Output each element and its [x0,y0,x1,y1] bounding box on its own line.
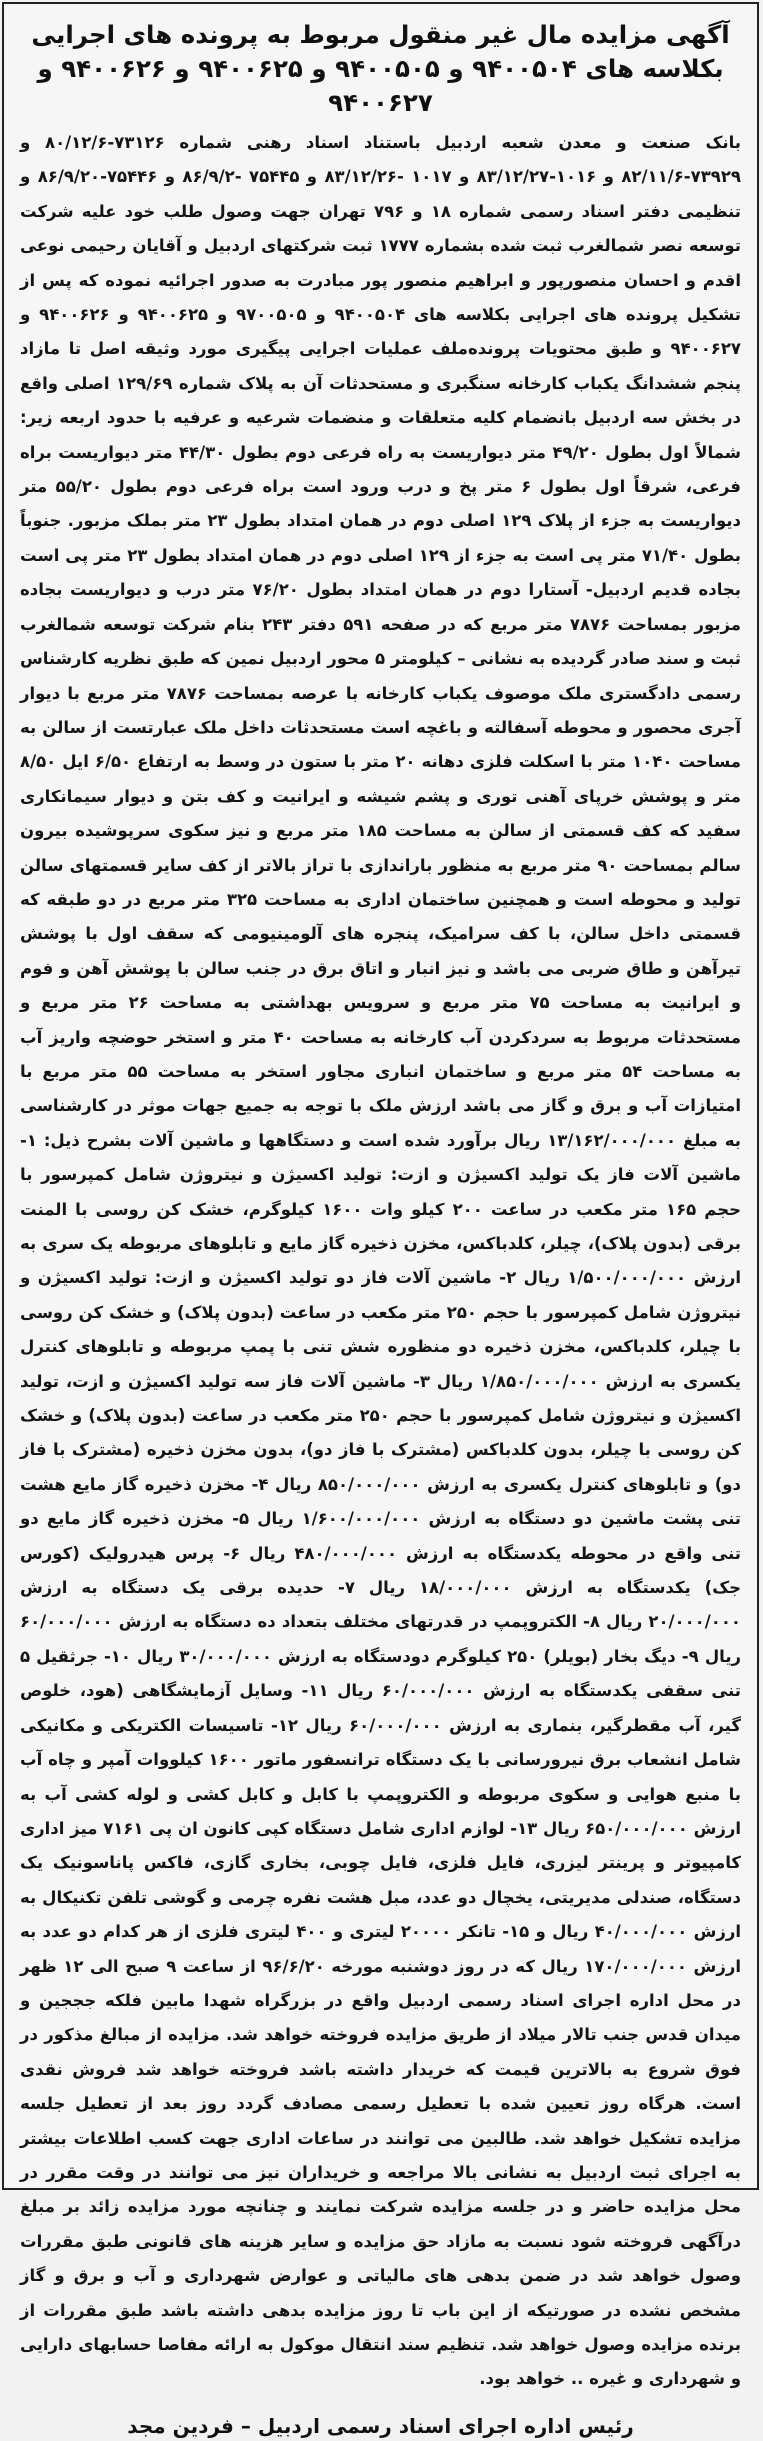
notice-page [2,2,759,2438]
notice-signature: رئیس اداره اجرای اسناد رسمی اردبیل – فردین مجد [127,2413,634,2438]
notice-body: بانک صنعت و معدن شعبه اردبیل باستناد اسناد رهنی شماره ۷۳۱۲۶-۸۰/۱۲/۶ و ۷۳۹۲۹-۸۲/۱۱/۶ و ۱۰۱۶-۸۳/۱۲/۲۷ و ۱۰۱۷ -۸۳/۱۲/۲۶ و ۷۵۴۴۵ -۸۶/۹/۲ و ۷۵۴۴۶-۸۶/۹/۲۰ و تنظیمی دفتر اسناد رسمی شماره ۱۸ و ۷۹۶ تهران جهت وصول طلب خود علیه شرکت توسعه نصر شمالغرب ثبت شده بشماره ۱۷۷۷ ثبت شرکتهای اردبیل و آقایان رحیمی نوعی اقدم و احسان منصورپور و ابراهیم منصور پور مبادرت به صدور اجرائیه نموده که پس از تشکیل پرونده های اجرایی بکلاسه های ۹۴۰۰۵۰۴ و ۹۷۰۰۵۰۵ و ۹۴۰۰۶۲۵ و ۹۴۰۰۶۲۶ و ۹۴۰۰۶۲۷ و طبق محتویات پرونده‌ملف عملیات اجرایی پیگیری مورد وثیقه اصل تا مازاد پنجم ششدانگ یکباب کارخانه سنگبری و مستحدثات آن به پلاک شماره ۱۲۹/۶۹ اصلی واقع در بخش سه اردبیل بانضمام کلیه متعلقات و منضمات شرعیه و عرفیه با حدود اربعه زیر: شمالاً اول بطول ۴۹/۲۰ متر دیواریست به راه فرعی دوم بطول ۴۴/۳۰ متر دیواریست براه فرعی، شرقاً اول بطول ۶ متر پخ و درب ورود است براه فرعی دوم بطول ۵۵/۲۰ متر دیواریست به جزء از پلاک ۱۲۹ اصلی دوم در همان امتداد بطول ۲۳ متر بملک مزبور. جنوباً بطول ۷۱/۴۰ متر پی است به جزء از ۱۲۹ اصلی دوم در همان امتداد بطول ۲۳ متر پی است بجاده قدیم اردبیل- آستارا دوم در همان امتداد بطول ۷۶/۲۰ متر درب و دیواریست بجاده مزبور بمساحت ۷۸۷۶ متر مربع که در صفحه ۵۹۱ دفتر ۲۴۳ بنام شرکت توسعه شمالغرب ثبت و سند صادر گردیده به نشانی – کیلومتر ۵ محور اردبیل نمین که طبق نظریه کارشناس رسمی دادگستری ملک موصوف یکباب کارخانه با عرصه بمساحت ۷۸۷۶ متر مربع با دیوار آجری محصور و محوطه آسفالته و باغچه است مستحدثات داخل ملک عبارتست از سالن به مساحت ۱۰۴۰ متر با اسکلت فلزی دهانه ۲۰ متر با ستون در وسط به ارتفاع ۶/۵۰ ایل ۸/۵۰ متر و پوشش خرپای آهنی توری و پشم شیشه و ایرانیت و کف بتن و دیوار سیمانکاری سفید که کف قسمتی از سالن به مساحت ۱۸۵ متر مربع و نیز سکوی سرپوشیده بیرون سالم بمساحت ۹۰ متر مربع به منظور باراندازی با تراز بالاتر از کف سایر قسمتهای سالن تولید و محوطه است و همچنین ساختمان اداری به مساحت ۳۲۵ متر مربع در دو طبقه که قسمتی داخل سالن، با کف سرامیک، پنجره های آلومینیومی که سقف اول با پوشش تیرآهن و طاق ضربی می باشد و نیز انبار و اتاق برق در جنب سالن با پوشش آهن و فوم و ایرانیت به مساحت ۷۵ متر مربع و سرویس بهداشتی به مساحت ۲۶ متر مربع و مستحدثات مربوط به سردکردن آب کارخانه به مساحت ۴۰ متر و استخر حوضچه واریز آب به مساحت ۵۴ متر مربع و ساختمان انباری مجاور استخر به مساحت ۵۵ متر مربع با امتیازات آب و برق و گاز می باشد ارزش ملک با توجه به جمیع جهات موثر در کارشناسی به مبلغ ۱۳/۱۶۲/۰۰۰/۰۰۰ ریال برآورد شده است و دستگاهها و ماشین آلات بشرح ذیل: ۱- ماشین آلات فاز یک تولید اکسیژن و ازت: تولید اکسیژن و نیتروژن شامل کمپرسور با حجم ۱۶۵ متر مکعب در ساعت ۲۰۰ کیلو وات ۱۶۰۰ کیلوگرم، خشک کن روسی با المنت برقی (بدون پلاک)، چیلر، کلدباکس، مخزن ذخیره گاز مایع و تابلوهای مربوطه یک سری به ارزش ۱/۵۰۰/۰۰۰/۰۰۰ ریال ۲- ماشین آلات فاز دو تولید اکسیژن و ازت: تولید اکسیژن و نیتروژن شامل کمپرسور با حجم ۲۵۰ متر مکعب در ساعت (بدون پلاک) و خشک کن روسی با چیلر، کلدباکس، مخزن ذخیره دو منظوره شش تنی با پمپ مربوطه و تابلوهای کنترل یکسری به ارزش ۱/۸۵۰/۰۰۰/۰۰۰ ریال ۳- ماشین آلات فاز سه تولید اکسیژن و ازت، تولید اکسیژن و نیتروژن شامل کمپرسور با حجم ۲۵۰ متر مکعب در ساعت (بدون پلاک) و خشک کن روسی با چیلر، بدون کلدباکس (مشترک با فاز دو)، بدون مخزن ذخیره (مشترک با فاز دو) و تابلوهای کنترل یکسری به ارزش ۸۵۰/۰۰۰/۰۰۰ ریال ۴- مخزن ذخیره گاز مایع هشت تنی پشت ماشین دو دستگاه به ارزش ۱/۶۰۰/۰۰۰/۰۰۰ ریال ۵- مخزن ذخیره گاز مایع دو تنی واقع در محوطه یکدستگاه به ارزش ۴۸۰/۰۰۰/۰۰۰ ریال ۶- پرس هیدرولیک (کورس جک) یکدستگاه به ارزش ۱۸/۰۰۰/۰۰۰ ریال ۷- حدیده برقی یک دستگاه به ارزش ۲۰/۰۰۰/۰۰۰ ریال ۸- الکتروپمپ در قدرتهای مختلف بتعداد ده دستگاه به ارزش ۶۰/۰۰۰/۰۰۰ ریال ۹- دیگ بخار (بویلر) ۲۵۰ کیلوگرم دودستگاه به ارزش ۳۰/۰۰۰/۰۰۰ ریال ۱۰- جرثقیل ۵ تنی سقفی یکدستگاه به ارزش ۶۰/۰۰۰/۰۰۰ ریال ۱۱- وسایل آزمایشگاهی (هود، خلوص گیر، آب مقطرگیر، بنماری به ارزش ۶۰/۰۰۰/۰۰۰ ریال ۱۲- تاسیسات الکتریکی و مکانیکی شامل انشعاب برق نیرورسانی با یک دستگاه ترانسفور ماتور ۱۶۰۰ کیلووات آمپر و چاه آب با منبع هوایی و سکوی مربوطه و الکتروپمپ با کابل و کابل کشی و لوله کشی آب به ارزش ۶۵۰/۰۰۰/۰۰۰ ریال ۱۳- لوازم اداری شامل دستگاه کپی کانون ان پی ۷۱۶۱ میز اداری کامپیوتر و پرینتر لیزری، فایل فلزی، فایل چوبی، بخاری گازی، فاکس پاناسونیک یک دستگاه، صندلی مدیریتی، یخچال دو عدد، مبل هشت نفره چرمی و گوشی تلفن تکنیکال به ارزش ۴۰/۰۰۰/۰۰۰ ریال و ۱۵- تانکر ۲۰۰۰۰ لیتری و ۴۰۰ لیتری فلزی از هر کدام دو عدد به ارزش ۱۷۰/۰۰۰/۰۰۰ ریال که در روز دوشنبه مورخه ۹۶/۶/۲۰ از ساعت ۹ صبح الی ۱۲ ظهر در محل اداره اجرای اسناد رسمی اردبیل واقع در بزرگراه شهدا مابین فلکه جججین و میدان قدس جنب تالار میلاد از طریق مزایده فروخته خواهد شد. مزایده از مبالغ مذکور در فوق شروع به بالاترین قیمت که خریدار داشته باشد فروخته خواهد شد فروش نقدی است. هرگاه روز تعیین شده با تعطیل رسمی مصادف گردد روز بعد از تعطیل جلسه مزایده تشکیل خواهد شد. طالبین می توانند در ساعات اداری جهت کسب اطلاعات بیشتر به اجرای ثبت اردبیل به نشانی بالا مراجعه و خریداران نیز می توانند در وقت مقرر در محل مزایده حاضر و در جلسه مزایده شرکت نمایند و چنانچه مورد مزایده زائد بر مبلغ درآگهی فروخته شود نسبت به مازاد حق مزایده و سایر هزینه های قانونی طبق مقررات وصول خواهد شد در ضمن بدهی های مالیاتی و عوارض شهرداری و آب و برق و گاز مشخص نشده در صورتیکه از این باب تا روز مزایده بدهی داشته باشد طبق مقررات از برنده مزایده وصول خواهد شد. تنظیم سند انتقال موکول به ارائه مفاصا حسابهای دارایی و شهرداری و غیره .. خواهد بود. [20,133,742,2389]
notice-title: آگهی مزایده مال غیر منقول مربوط به پرونده های اجرایی بکلاسه های ۹۴۰۰۵۰۴ و ۹۴۰۰۵۰۵ و ۹۴۰۰۶۲۵ و ۹۴۰۰۶۲۶ و ۹۴۰۰۶۲۷ [31,20,730,117]
